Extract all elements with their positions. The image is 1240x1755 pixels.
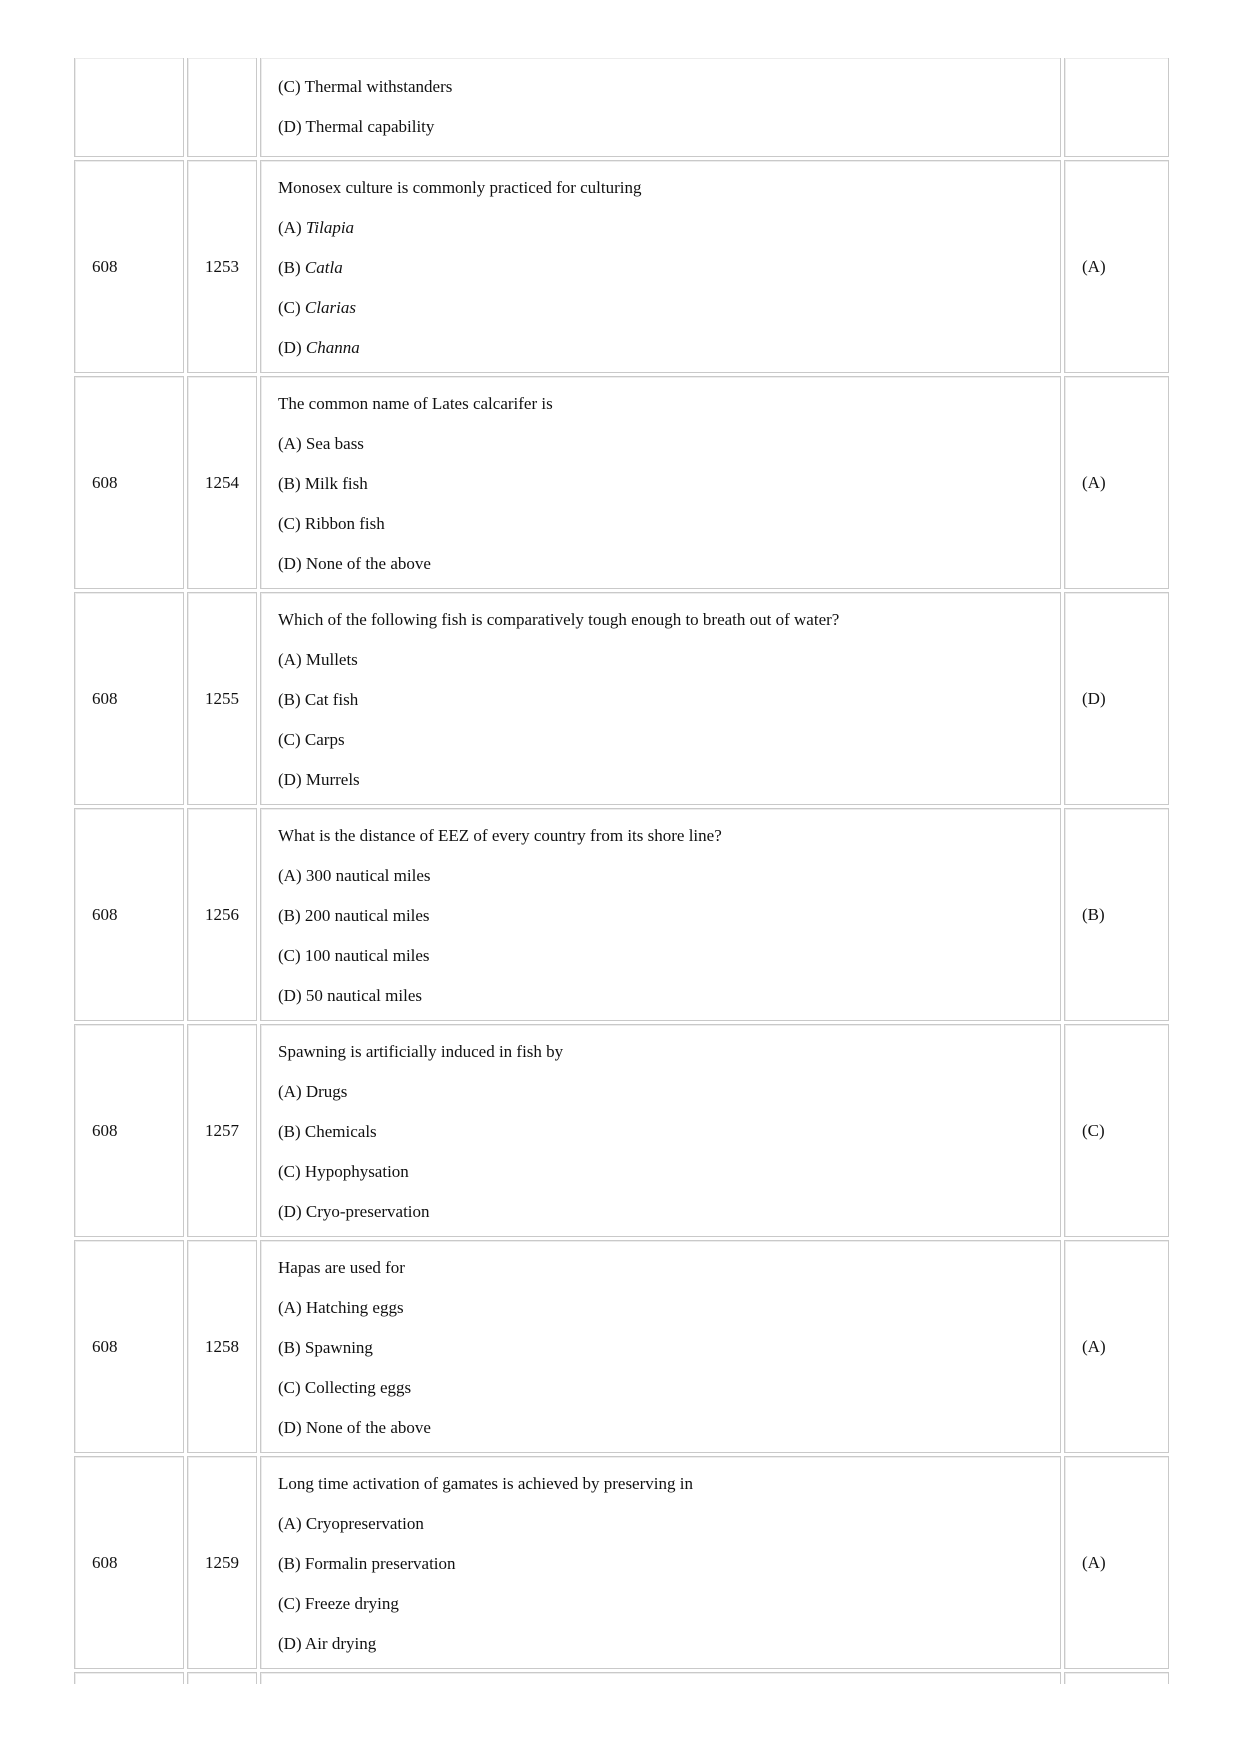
answer-key: (A) — [1082, 472, 1106, 492]
option-b: (B) Catla — [278, 258, 343, 277]
option-d: (D) None of the above — [278, 554, 431, 573]
option-b: (B) Spawning — [278, 1338, 373, 1357]
question-content — [278, 609, 1050, 809]
option-d: (D) Thermal capability — [278, 117, 435, 136]
table-cell-serial — [74, 1456, 184, 1669]
option-a: (A) Cryopreservation — [278, 1514, 424, 1533]
option-d: (D) None of the above — [278, 1418, 431, 1437]
table-cell-answer — [1064, 1024, 1169, 1237]
question-text: What is the distance of EEZ of every country from its shore line? — [278, 826, 722, 845]
table-cell-answer — [1064, 592, 1169, 805]
option-a: (A) Hatching eggs — [278, 1298, 404, 1317]
serial-number: 608 — [92, 472, 118, 492]
question-text: Which of the following fish is comparatively tough enough to breath out of water? — [278, 610, 840, 629]
serial-number: 608 — [92, 688, 118, 708]
table-cell-question-number — [187, 808, 257, 1021]
option-c: (C) 100 nautical miles — [278, 946, 430, 965]
option-d: (D) Cryo-preservation — [278, 1202, 430, 1221]
table-cell-serial — [74, 376, 184, 589]
table-cell-answer — [1064, 1456, 1169, 1669]
table-cell-question — [260, 808, 1061, 1021]
table-cell-answer — [1064, 376, 1169, 589]
question-number: 1255 — [205, 688, 239, 708]
serial-number: 608 — [92, 904, 118, 924]
option-d: (D) Channa — [278, 338, 360, 357]
answer-key: (D) — [1082, 688, 1106, 708]
question-content — [278, 1473, 1050, 1673]
option-a: (A) Drugs — [278, 1082, 348, 1101]
answer-key: (B) — [1082, 904, 1105, 924]
table-cell-question — [260, 1456, 1061, 1669]
table-cell-question-number — [187, 1672, 257, 1684]
table-cell-question-number — [187, 1024, 257, 1237]
question-text: Monosex culture is commonly practiced for culturing — [278, 178, 642, 197]
table-cell-question-number — [187, 376, 257, 589]
option-c: (C) Hypophysation — [278, 1162, 409, 1181]
table-cell-serial — [74, 1240, 184, 1453]
table-cell-answer — [1064, 1672, 1169, 1684]
option-d: (D) Air drying — [278, 1634, 377, 1653]
option-c: (C) Freeze drying — [278, 1594, 399, 1613]
table-cell-serial — [74, 1024, 184, 1237]
question-content — [278, 393, 1050, 593]
option-d: (D) Murrels — [278, 770, 360, 789]
serial-number: 608 — [92, 1336, 118, 1356]
table-cell-serial — [74, 808, 184, 1021]
question-number: 1253 — [205, 256, 239, 276]
option-b: (B) Formalin preservation — [278, 1554, 456, 1573]
option-a: (A) 300 nautical miles — [278, 866, 431, 885]
table-cell-serial — [74, 592, 184, 805]
answer-key: (A) — [1082, 256, 1106, 276]
option-c: (C) Ribbon fish — [278, 514, 385, 533]
option-b: (B) 200 nautical miles — [278, 906, 430, 925]
table-cell-serial — [74, 160, 184, 373]
question-number: 1257 — [205, 1120, 239, 1140]
table-cell-answer — [1064, 1240, 1169, 1453]
option-b: (B) Milk fish — [278, 474, 368, 493]
table-cell-question — [260, 1240, 1061, 1453]
question-text: Hapas are used for — [278, 1258, 405, 1277]
answer-key: (C) — [1082, 1120, 1105, 1140]
question-content — [278, 1257, 1050, 1457]
option-a: (A) Sea bass — [278, 434, 364, 453]
question-content — [278, 177, 1050, 377]
table-cell-serial — [74, 1672, 184, 1684]
table-cell-serial — [74, 58, 184, 157]
table-cell-answer — [1064, 160, 1169, 373]
question-text: The common name of Lates calcarifer is — [278, 394, 553, 413]
option-b: (B) Cat fish — [278, 690, 359, 709]
option-c: (C) Thermal withstanders — [278, 77, 453, 96]
table-cell-question-number — [187, 1456, 257, 1669]
table-cell-question — [260, 1672, 1061, 1684]
question-number: 1254 — [205, 472, 239, 492]
option-a: (A) Tilapia — [278, 218, 355, 237]
question-text: Long time activation of gamates is achieved by preserving in — [278, 1474, 693, 1493]
option-b: (B) Chemicals — [278, 1122, 377, 1141]
option-d: (D) 50 nautical miles — [278, 986, 422, 1005]
table-cell-question-number — [187, 592, 257, 805]
table-cell-question — [260, 376, 1061, 589]
option-c: (C) Carps — [278, 730, 345, 749]
table-cell-question — [260, 592, 1061, 805]
table-cell-question-number — [187, 160, 257, 373]
question-number: 1256 — [205, 904, 239, 924]
answer-key: (A) — [1082, 1336, 1106, 1356]
table-cell-answer — [1064, 808, 1169, 1021]
question-text: Spawning is artificially induced in fish by — [278, 1042, 564, 1061]
option-c: (C) Collecting eggs — [278, 1378, 412, 1397]
question-number: 1258 — [205, 1336, 239, 1356]
serial-number: 608 — [92, 256, 118, 276]
option-c: (C) Clarias — [278, 298, 356, 317]
table-cell-question — [260, 58, 1061, 157]
table-cell-question-number — [187, 58, 257, 157]
option-a: (A) Mullets — [278, 650, 358, 669]
table-cell-question — [260, 160, 1061, 373]
table-cell-question — [260, 1024, 1061, 1237]
question-content — [278, 1041, 1050, 1241]
question-content — [278, 76, 1050, 156]
serial-number: 608 — [92, 1120, 118, 1140]
table-cell-question-number — [187, 1240, 257, 1453]
question-content — [278, 825, 1050, 1025]
table-cell-answer — [1064, 58, 1169, 157]
answer-key: (A) — [1082, 1552, 1106, 1572]
serial-number: 608 — [92, 1552, 118, 1572]
question-number: 1259 — [205, 1552, 239, 1572]
